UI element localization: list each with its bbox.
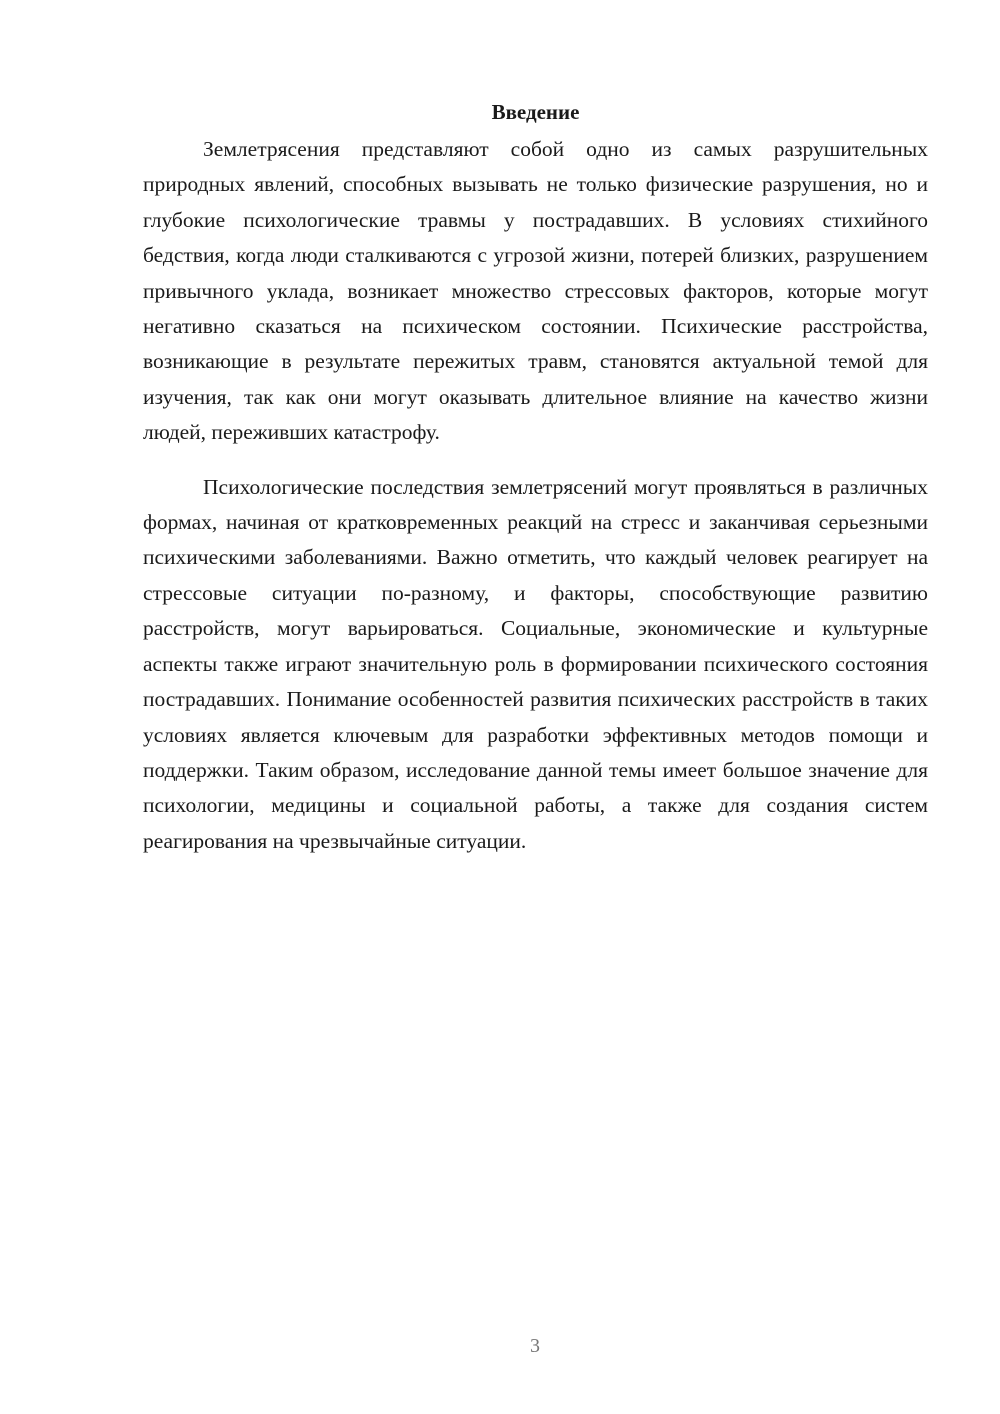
page-number: 3 — [530, 1335, 540, 1357]
paragraph-1: Землетрясения представляют собой одно из самых разрушительных природных явлений, способных вызывать не только физические разрушения, но и глубокие психологические травмы у пострадавших. В условиях стихийного бедствия, когда люди сталкиваются с угрозой жизни, потерей близких, разрушением привычного уклада, возникает множество стрессовых факторов, которые могут негативно сказаться на психическом состоянии. Психические расстройства, возникающие в результате пережитых травм, становятся актуальной темой для изучения, так как они могут оказывать длительное влияние на качество жизни людей, переживших катастрофу. — [143, 137, 928, 445]
paragraph-2: Психологические последствия землетрясений могут проявляться в различных формах, начиная от кратковременных реакций на стресс и заканчивая серьезными психическими заболеваниями. Важно отметить, что каждый человек реагирует на стрессовые ситуации по-разному, и факторы, способствующие развитию расстройств, могут варьироваться. Социальные, экономические и культурные аспекты также играют значительную роль в формировании психического состояния пострадавших. Понимание особенностей развития психических расстройств в таких условиях является ключевым для разработки эффективных методов помощи и поддержки. Таким образом, исследование данной темы имеет большое значение для психологии, медицины и социальной работы, а также для создания систем реагирования на чрезвычайные ситуации. — [143, 474, 928, 853]
section-heading: Введение — [491, 100, 580, 124]
page-content — [143, 97, 928, 859]
